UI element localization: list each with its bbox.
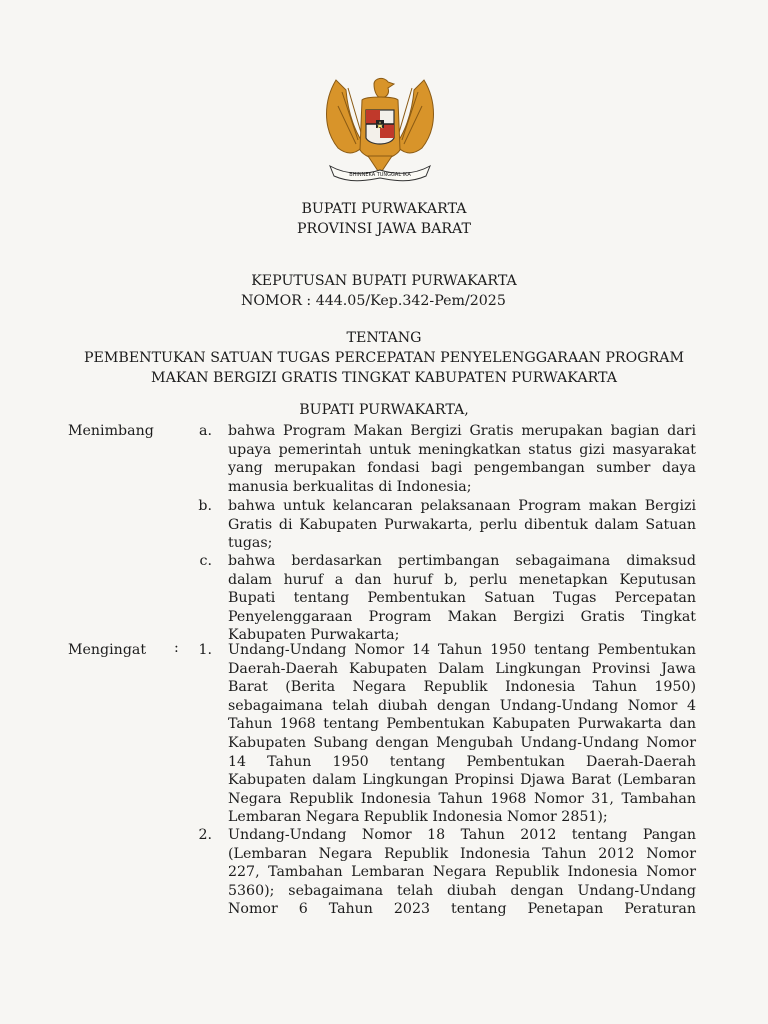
text-line: Kabupaten dalam Lingkungan Propinsi Djawa Barat (Lembaran: [228, 772, 696, 789]
consideration-a: [228, 422, 696, 496]
consideration-marker-a: a.: [199, 423, 212, 439]
text-line: upaya pemerintah untuk meningkatkan status gizi masyarakat: [228, 441, 696, 458]
mengingat-colon: :: [174, 640, 179, 656]
nomor-label: NOMOR :: [241, 293, 312, 309]
text-line: (Lembaran Negara Republik Indonesia Tahun 2012 Nomor: [228, 845, 696, 862]
text-line: bahwa berdasarkan pertimbangan sebagaimana dimaksud: [228, 553, 696, 569]
text-line: dalam huruf a dan huruf b, perlu menetapkan Keputusan: [228, 571, 696, 588]
consideration-marker-b: b.: [198, 498, 212, 514]
issuer-signature-line: BUPATI PURWAKARTA,: [299, 402, 469, 418]
text-line: Tahun 1968 tentang Pembentukan Kabupaten Purwakarta dan: [228, 716, 696, 733]
tentang-label: TENTANG: [346, 330, 422, 346]
text-line: Kabupaten Purwakarta;: [228, 627, 400, 644]
reference-marker-1: 1.: [198, 642, 212, 658]
text-line: Lembaran Negara Republik Indonesia Nomor 2851);: [228, 809, 608, 826]
text-line: 14 Tahun 1950 tentang Pembentukan Daerah-Daerah: [228, 753, 696, 770]
text-line: manusia berkualitas di Indonesia;: [228, 478, 472, 495]
text-line: Nomor 6 Tahun 2023 tentang Penetapan Peraturan: [228, 901, 696, 918]
subject-block: [0, 328, 768, 388]
reference-2: [228, 826, 696, 919]
text-line: Undang-Undang Nomor 14 Tahun 1950 tentang Pembentukan: [228, 642, 696, 658]
text-line: Bupati tentang Pembentukan Satuan Tugas Percepatan: [228, 590, 696, 607]
text-line: tugas;: [228, 535, 273, 552]
emblem-motto: BHINNEKA TUNGGAL IKA: [349, 172, 411, 178]
reference-marker-2: 2.: [198, 827, 212, 843]
garuda-emblem-icon: [318, 70, 442, 190]
text-line: bahwa Program Makan Bergizi Gratis merupakan bagian dari: [228, 423, 696, 439]
text-line: sebagaimana telah diubah dengan Undang-Undang Nomor 4: [228, 697, 696, 714]
text-line: 227, Tambahan Lembaran Negara Republik Indonesia Nomor: [228, 864, 696, 881]
text-line: Negara Republik Indonesia Tahun 1968 Nomor 31, Tambahan: [228, 790, 696, 807]
issuer-header: [0, 199, 768, 239]
text-line: Kabupaten Subang dengan Mengubah Undang-Undang Nomor: [228, 734, 696, 751]
text-line: Barat (Berita Negara Republik Indonesia Tahun 1950): [228, 679, 696, 696]
text-line: Penyelenggaraan Program Makan Bergizi Gratis Tingkat: [228, 608, 696, 625]
subject-line-1: PEMBENTUKAN SATUAN TUGAS PERCEPATAN PENYELENGGARAAN PROGRAM: [83, 350, 685, 366]
text-line: Daerah-Daerah Kabupaten Dalam Lingkungan Provinsi Jawa: [228, 660, 696, 677]
text-line: Gratis di Kabupaten Purwakarta, perlu dibentuk dalam Satuan: [228, 516, 696, 533]
menimbang-label: Menimbang: [68, 423, 154, 439]
nomor-value: 444.05/Kep.342-Pem/2025: [315, 293, 506, 309]
text-line: Undang-Undang Nomor 18 Tahun 2012 tentang Pangan: [228, 827, 696, 843]
text-line: bahwa untuk kelancaran pelaksanaan Program makan Bergizi: [228, 498, 696, 514]
regent-title: BUPATI PURWAKARTA: [301, 201, 467, 217]
decree-title: KEPUTUSAN BUPATI PURWAKARTA: [251, 273, 517, 289]
province-title: PROVINSI JAWA BARAT: [297, 221, 471, 237]
consideration-b: [228, 497, 696, 553]
subject-line-2: MAKAN BERGIZI GRATIS TINGKAT KABUPATEN PURWAKARTA: [151, 370, 617, 386]
text-line: 5360); sebagaimana telah diubah dengan Undang-Undang: [228, 882, 696, 899]
mengingat-label: Mengingat: [68, 642, 147, 658]
decree-number: [241, 291, 506, 311]
text-line: yang merupakan fondasi bagi pengembangan sumber daya: [228, 460, 696, 477]
consideration-marker-c: c.: [199, 553, 212, 569]
reference-1: [228, 641, 696, 827]
consideration-c: [228, 552, 696, 645]
